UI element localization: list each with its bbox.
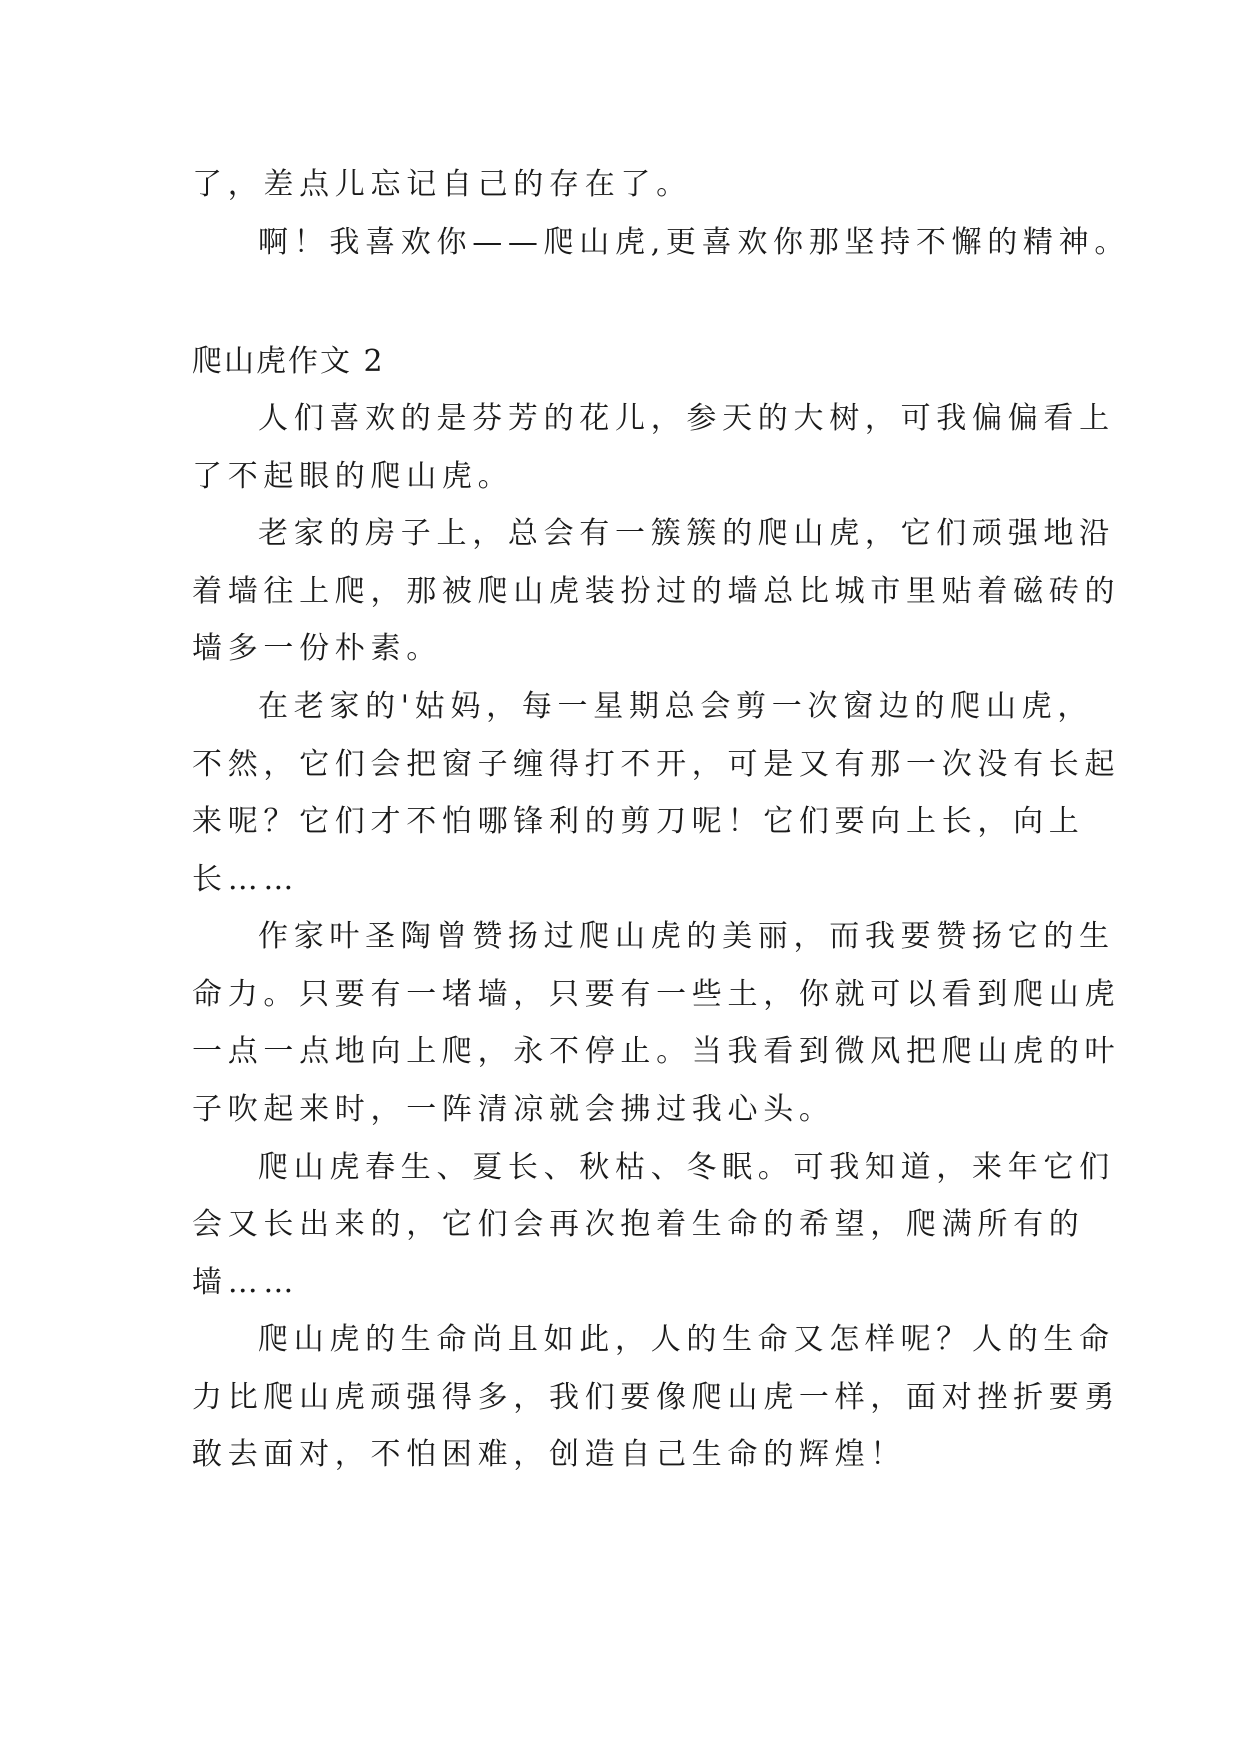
paragraph-line: 不然，它们会把窗子缠得打不开，可是又有那一次没有长起 — [192, 747, 1121, 782]
paragraph-line: 了不起眼的爬山虎。 — [192, 459, 514, 494]
paragraph-line: 会又长出来的，它们会再次抱着生命的希望，爬满所有的 — [192, 1207, 1085, 1242]
paragraph-line: 墙…… — [192, 1265, 300, 1300]
paragraph-line: 爬山虎春生、夏长、秋枯、冬眠。可我知道，来年它们 — [258, 1150, 1115, 1185]
paragraph-line: 老家的房子上，总会有一簇簇的爬山虎，它们顽强地沿 — [258, 516, 1115, 551]
paragraph-line: 力比爬山虎顽强得多，我们要像爬山虎一样，面对挫折要勇 — [192, 1380, 1121, 1415]
paragraph-line: 人们喜欢的是芬芳的花儿，参天的大树，可我偏偏看上 — [258, 401, 1115, 436]
paragraph-line: 了，差点儿忘记自己的存在了。 — [192, 167, 692, 202]
paragraph-line: 在老家的'姑妈，每一星期总会剪一次窗边的爬山虎， — [258, 689, 1094, 724]
paragraph-line: 啊！我喜欢你——爬山虎,更喜欢你那坚持不懈的精神。 — [258, 225, 1131, 260]
paragraph-line: 命力。只要有一堵墙，只要有一些土，你就可以看到爬山虎 — [192, 977, 1121, 1012]
paragraph-line: 墙多一份朴素。 — [192, 631, 442, 666]
paragraph-line: 作家叶圣陶曾赞扬过爬山虎的美丽，而我要赞扬它的生 — [258, 919, 1115, 954]
paragraph-line: 子吹起来时，一阵清凉就会拂过我心头。 — [192, 1092, 835, 1127]
paragraph-line: 敢去面对，不怕困难，创造自己生命的辉煌！ — [192, 1437, 906, 1472]
paragraph-line: 一点一点地向上爬，永不停止。当我看到微风把爬山虎的叶 — [192, 1034, 1121, 1069]
paragraph-line: 来呢？它们才不怕哪锋利的剪刀呢！它们要向上长，向上 — [192, 804, 1085, 839]
paragraph-line: 长…… — [192, 862, 300, 897]
paragraph-line: 爬山虎的生命尚且如此，人的生命又怎样呢？人的生命 — [258, 1322, 1115, 1357]
section-title: 爬山虎作文 2 — [192, 344, 385, 379]
paragraph-line: 着墙往上爬，那被爬山虎装扮过的墙总比城市里贴着磁砖的 — [192, 574, 1121, 609]
